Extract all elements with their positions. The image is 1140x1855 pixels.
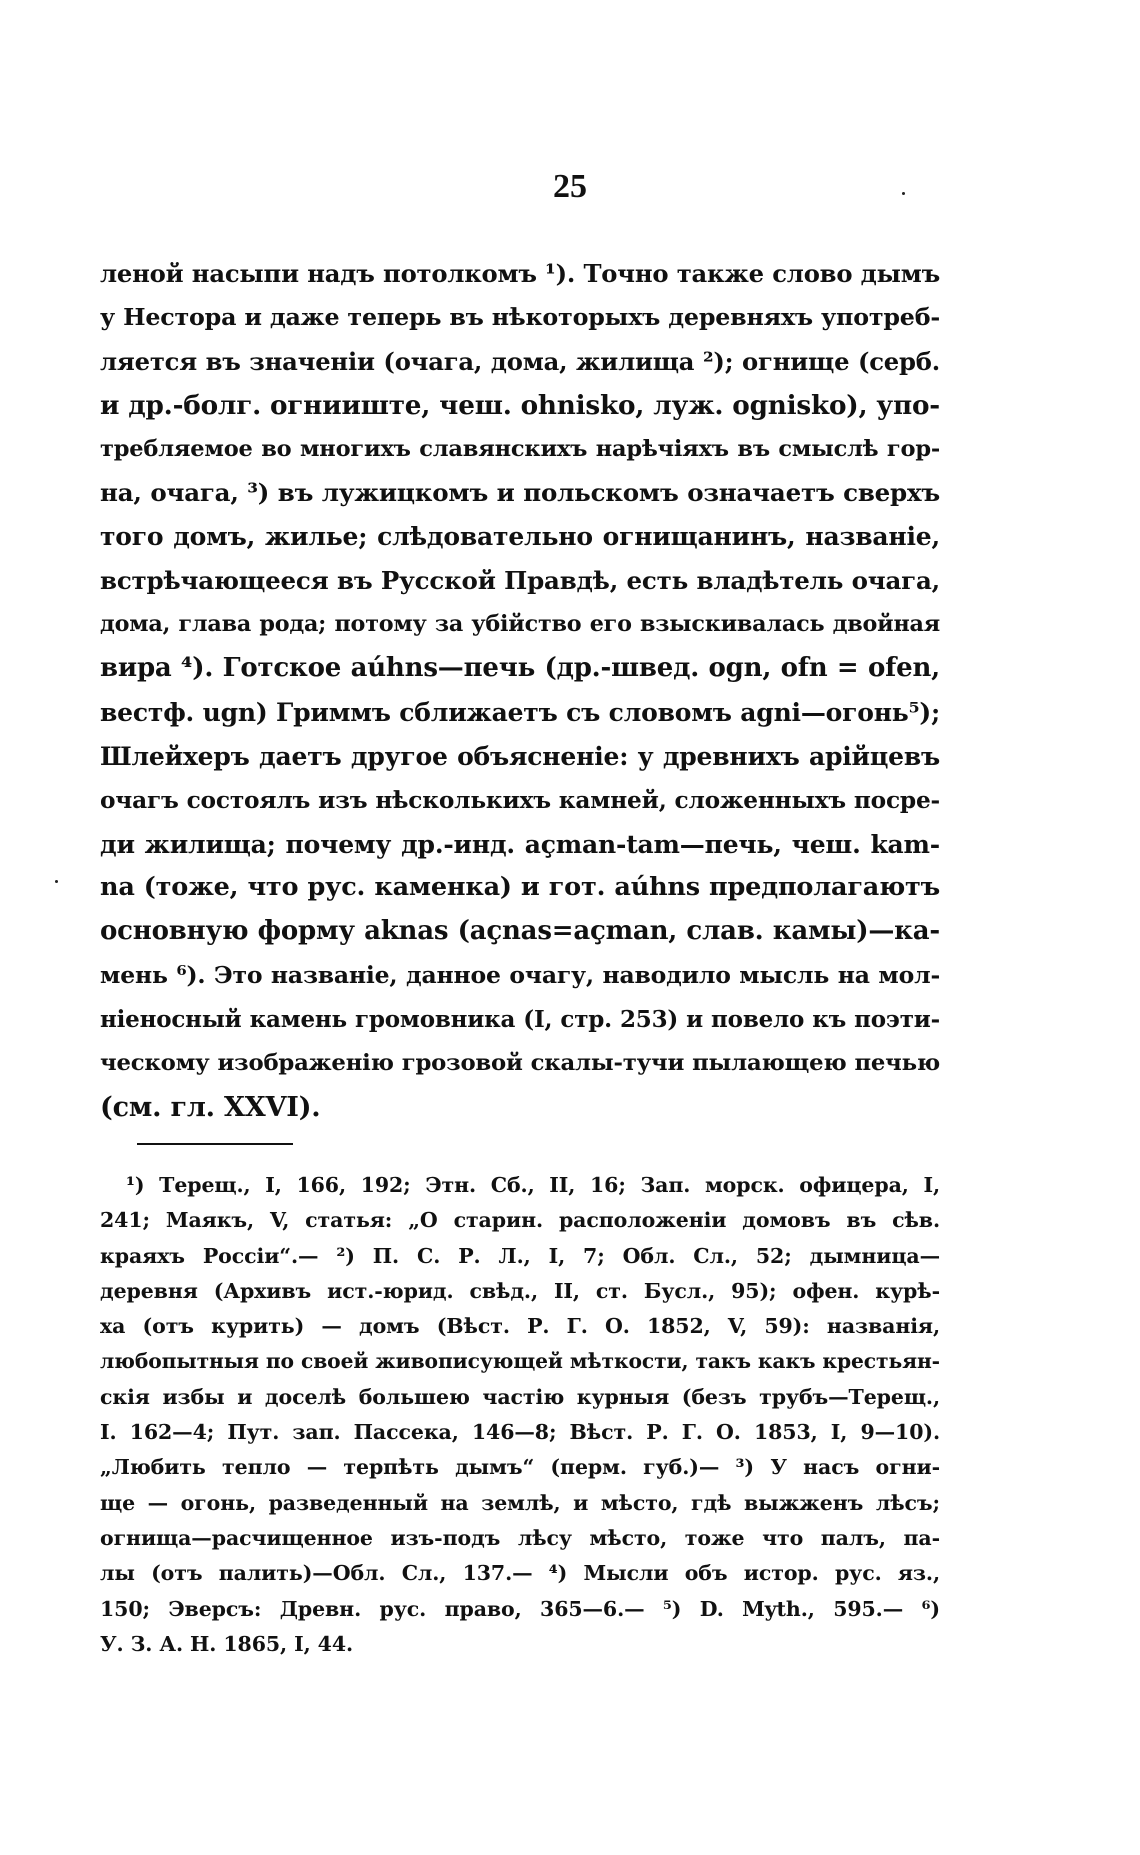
footnote-line: любопытныя по своей живописующей мѣткости, такъ какъ крестьян- [100, 1349, 940, 1374]
footnote-line: огнища—расчищенное изъ-подъ лѣсу мѣсто, тоже что палъ, па- [100, 1525, 940, 1550]
body-line: на, очага, ³) въ лужицкомъ и польскомъ означаетъ сверхъ [100, 478, 940, 508]
body-line: вира ⁴). Готское aúhns—печь (др.-швед. ogn, ofn = ofen, [100, 653, 940, 684]
footnote-line: скія избы и доселѣ большею частію курныя (безъ трубъ—Терещ., [100, 1384, 940, 1409]
body-line: того домъ, жилье; слѣдовательно огнищанинъ, названіе, [100, 522, 940, 552]
footnote-line: „Любить тепло — терпѣть дымъ“ (перм. губ.)— ³) У насъ огни- [100, 1455, 940, 1480]
footnote-line: деревня (Архивъ ист.-юрид. свѣд., II, ст. Бусл., 95); офен. курѣ- [100, 1278, 940, 1303]
footnote-line: 150; Эверсъ: Древн. рус. право, 365—6.— ⁵) D. Myth., 595.— ⁶) [100, 1596, 940, 1621]
body-line: (см. гл. XXVI). [100, 1091, 321, 1123]
body-line: вестф. ugn) Гриммъ сближаетъ съ словомъ agni—огонь⁵); [100, 697, 940, 727]
body-line: у Нестора и даже теперь въ нѣкоторыхъ деревняхъ употреб- [100, 302, 940, 331]
body-line: очагъ состоялъ изъ нѣсколькихъ камней, сложенныхъ посре- [100, 786, 940, 814]
body-line: ческому изображенію грозовой скалы-тучи пылающею печью [100, 1050, 940, 1077]
body-text [100, 252, 940, 1130]
body-line: встрѣчающееся въ Русской Правдѣ, есть владѣтель очага, [100, 566, 940, 596]
body-line: леной насыпи надъ потолкомъ ¹). Точно также слово дымъ [100, 259, 940, 288]
footnotes [100, 1168, 940, 1662]
footnote-line: У. З. А. Н. 1865, I, 44. [100, 1631, 354, 1656]
body-line: основную форму aknas (açnas=açman, слав. камы)—ка- [100, 916, 940, 947]
footnote-line: I. 162—4; Пут. зап. Пассека, 146—8; Вѣст. Р. Г. О. 1853, I, 9—10). [100, 1420, 940, 1445]
body-line: Шлейхеръ даетъ другое объясненіе: у древнихъ арійцевъ [100, 741, 940, 771]
footnote-line: краяхъ Россіи“.— ²) П. С. Р. Л., I, 7; Обл. Сл., 52; дымница— [100, 1243, 940, 1268]
footnote-separator [137, 1143, 293, 1145]
body-line: и др.-болг. огнииште, чеш. ohnisko, луж. ognisko), упо- [100, 389, 940, 421]
body-line: ніеносный камень громовника (I, стр. 253) и повело къ поэти- [100, 1006, 940, 1034]
footnote-line: 241; Маякъ, V, статья: „О старин. расположеніи домовъ въ сѣв. [100, 1208, 940, 1233]
footnote-line: лы (отъ палить)—Обл. Сл., 137.— ⁴) Мысли объ истор. рус. яз., [100, 1561, 940, 1586]
footnote-line: ще — огонь, разведенный на землѣ, и мѣсто, гдѣ выжженъ лѣсъ; [100, 1490, 940, 1515]
page-number: 25 [553, 168, 587, 205]
body-line: ди жилища; почему др.-инд. açman-tam—печь, чеш. kam- [100, 829, 940, 859]
body-line: требляемое во многихъ славянскихъ нарѣчіяхъ въ смыслѣ гор- [100, 435, 940, 462]
body-line: ляется въ значеніи (очага, дома, жилища ²); огнище (серб. [100, 346, 940, 376]
print-speck [55, 880, 58, 883]
body-line: na (тоже, что рус. каменка) и гот. aúhns предполагаютъ [100, 872, 940, 903]
body-line: дома, глава рода; потому за убійство его взыскивалась двойная [100, 611, 940, 638]
footnote-line: ¹) Терещ., I, 166, 192; Этн. Сб., II, 16; Зап. морск. офицера, I, [126, 1173, 940, 1197]
footnote-line: ха (отъ курить) — домъ (Вѣст. Р. Г. О. 1852, V, 59): названія, [100, 1314, 940, 1339]
body-line: мень ⁶). Это названіе, данное очагу, наводило мысль на мол- [100, 961, 940, 990]
